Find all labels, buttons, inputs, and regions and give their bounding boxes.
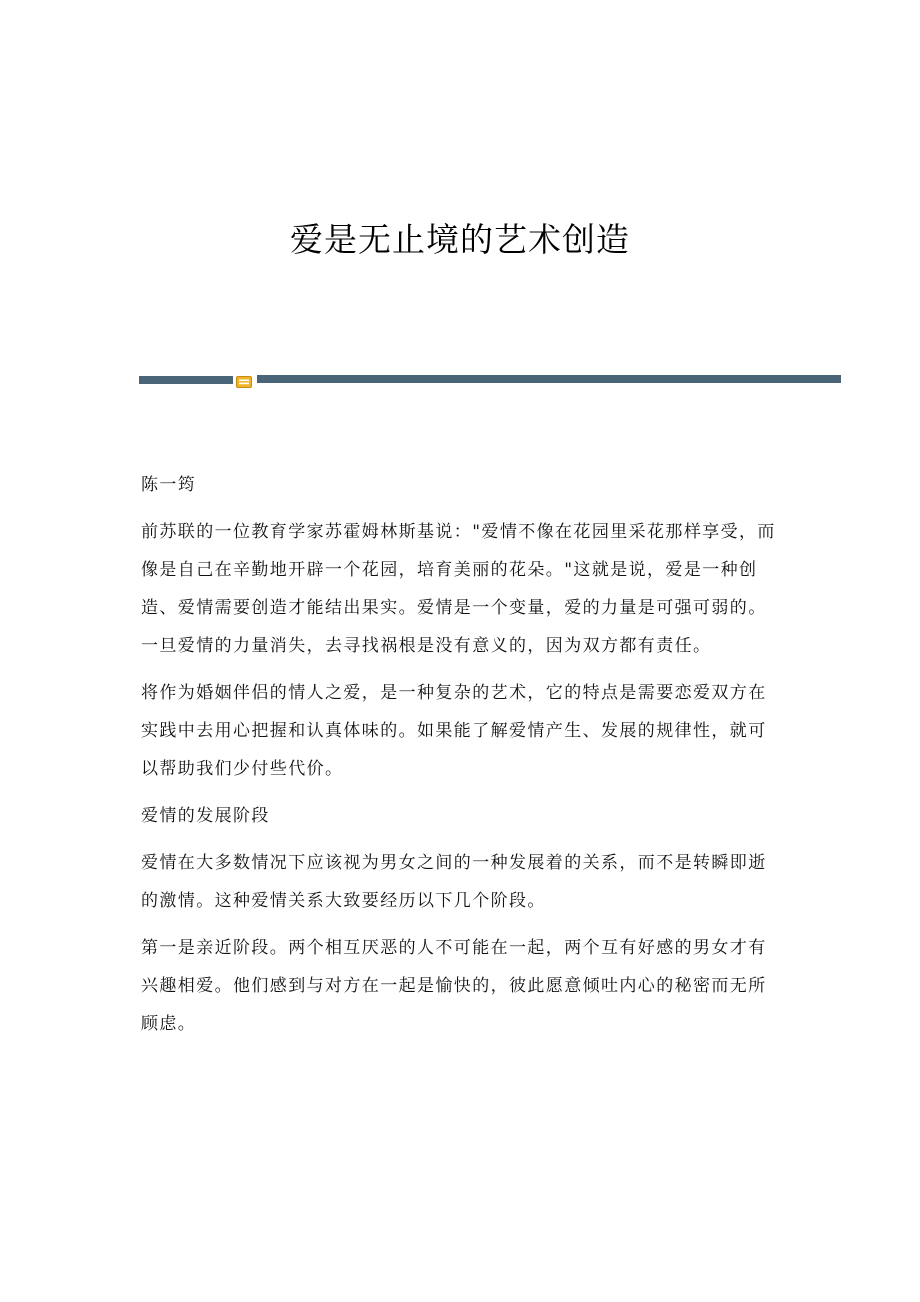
document-title: 爱是无止境的艺术创造 <box>290 220 630 259</box>
paragraph: 将作为婚姻伴侣的情人之爱，是一种复杂的艺术，它的特点是需要恋爱双方在实践中去用心把握和认真体味的。如果能了解爱情产生、发展的规律性，就可以帮助我们少付些代价。 <box>141 683 767 779</box>
folder-emblem-icon <box>236 373 252 385</box>
divider-bar-right <box>257 375 841 383</box>
paragraph: 爱情在大多数情况下应该视为男女之间的一种发展着的关系，而不是转瞬即逝的激情。这种爱情关系大致要经历以下几个阶段。 <box>141 853 767 911</box>
title-divider <box>139 371 841 387</box>
paragraph: 第一是亲近阶段。两个相互厌恶的人不可能在一起，两个互有好感的男女才有兴趣相爱。他们感到与对方在一起是愉快的，彼此愿意倾吐内心的秘密而无所顾虑。 <box>141 938 767 1034</box>
paragraph: 前苏联的一位教育学家苏霍姆林斯基说："爱情不像在花园里采花那样享受，而像是自己在辛勤地开辟一个花园，培育美丽的花朵。"这就是说，爱是一种创造、爱情需要创造才能结出果实。爱情是一个变量，爱的力量是可强可弱的。一旦爱情的力量消失，去寻找祸根是没有意义的，因为双方都有责任。 <box>141 522 776 656</box>
author-line: 陈一筠 <box>141 475 197 495</box>
section-heading: 爱情的发展阶段 <box>141 806 270 826</box>
divider-bar-left <box>139 376 233 384</box>
document-body <box>141 466 781 1052</box>
